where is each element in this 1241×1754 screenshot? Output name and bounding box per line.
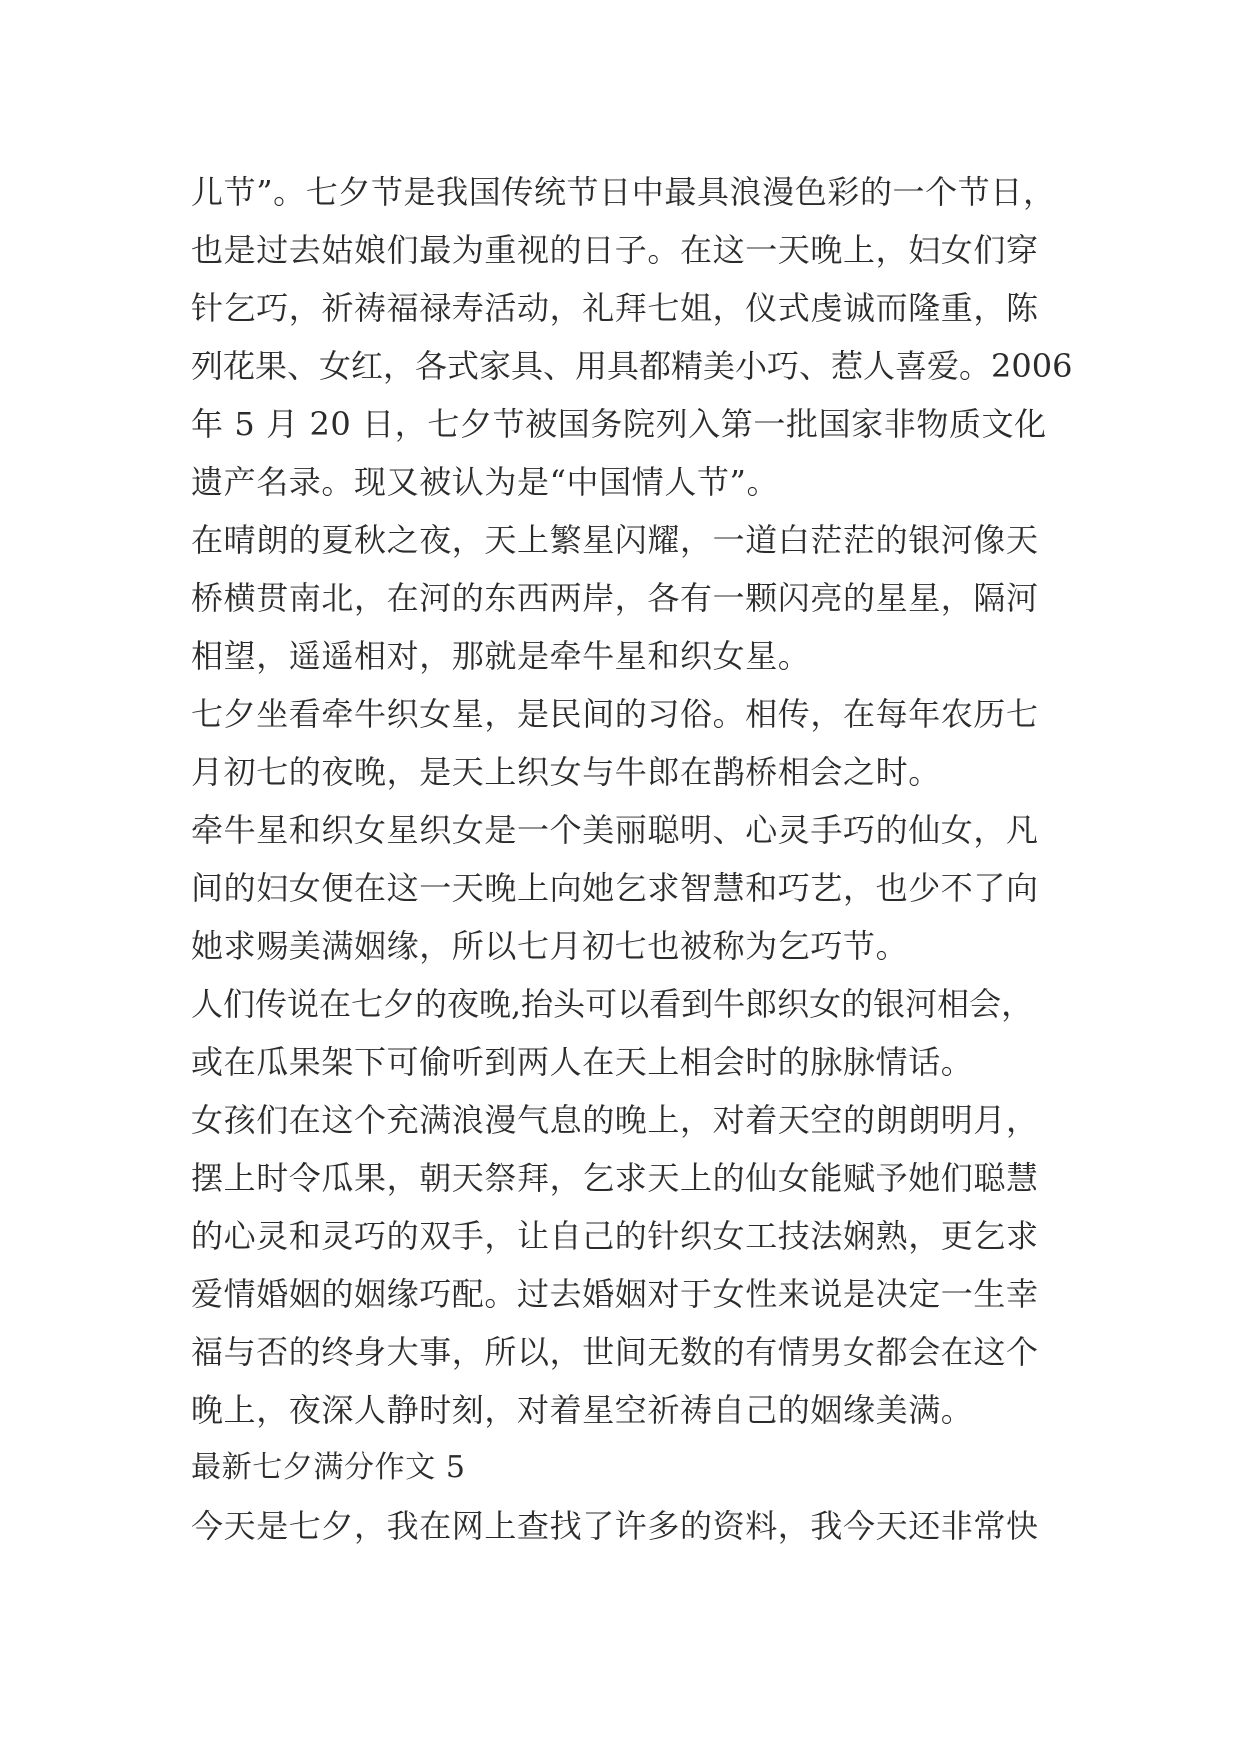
text-line: 或在瓜果架下可偷听到两人在天上相会时的脉脉情话。 <box>191 1043 974 1081</box>
text-line: 今天是七夕，我在网上查找了许多的资料，我今天还非常快 <box>191 1507 1039 1545</box>
text-line: 在晴朗的夏秋之夜，天上繁星闪耀，一道白茫茫的银河像天 <box>191 521 1039 559</box>
text-line: 福与否的终身大事，所以，世间无数的有情男女都会在这个 <box>191 1333 1039 1371</box>
text-line: 她求赐美满姻缘，所以七月初七也被称为乞巧节。 <box>191 927 909 965</box>
text-line: 女孩们在这个充满浪漫气息的晚上，对着天空的朗朗明月， <box>191 1101 1039 1139</box>
text-line: 桥横贯南北，在河的东西两岸，各有一颗闪亮的星星，隔河 <box>191 579 1039 617</box>
text-line: 间的妇女便在这一天晚上向她乞求智慧和巧艺，也少不了向 <box>191 869 1039 907</box>
text-line: 爱情婚姻的姻缘巧配。过去婚姻对于女性来说是决定一生幸 <box>191 1275 1039 1313</box>
document-body <box>191 163 1073 1555</box>
text-line: 针乞巧，祈祷福禄寿活动，礼拜七姐，仪式虔诚而隆重，陈 <box>191 289 1039 327</box>
text-line: 列花果、女红，各式家具、用具都精美小巧、惹人喜爱。2006 <box>191 347 1073 385</box>
text-line: 七夕坐看牵牛织女星，是民间的习俗。相传，在每年农历七 <box>191 695 1039 733</box>
text-line: 的心灵和灵巧的双手，让自己的针织女工技法娴熟，更乞求 <box>191 1217 1039 1255</box>
text-line: 年 5 月 20 日，七夕节被国务院列入第一批国家非物质文化 <box>191 405 1047 443</box>
text-line: 儿节”。七夕节是我国传统节日中最具浪漫色彩的一个节日， <box>191 173 1056 211</box>
text-line: 牵牛星和织女星织女是一个美丽聪明、心灵手巧的仙女，凡 <box>191 811 1039 849</box>
text-line: 晚上，夜深人静时刻，对着星空祈祷自己的姻缘美满。 <box>191 1391 974 1429</box>
text-line: 月初七的夜晚，是天上织女与牛郎在鹊桥相会之时。 <box>191 753 941 791</box>
text-line: 也是过去姑娘们最为重视的日子。在这一天晚上，妇女们穿 <box>191 231 1039 269</box>
section-heading: 最新七夕满分作文 5 <box>191 1450 466 1485</box>
text-line: 遗产名录。现又被认为是“中国情人节”。 <box>191 463 780 501</box>
text-line: 人们传说在七夕的夜晚,抬头可以看到牛郎织女的银河相会， <box>191 985 1034 1023</box>
text-line: 摆上时令瓜果，朝天祭拜，乞求天上的仙女能赋予她们聪慧 <box>191 1159 1039 1197</box>
text-line: 相望，遥遥相对，那就是牵牛星和织女星。 <box>191 637 811 675</box>
